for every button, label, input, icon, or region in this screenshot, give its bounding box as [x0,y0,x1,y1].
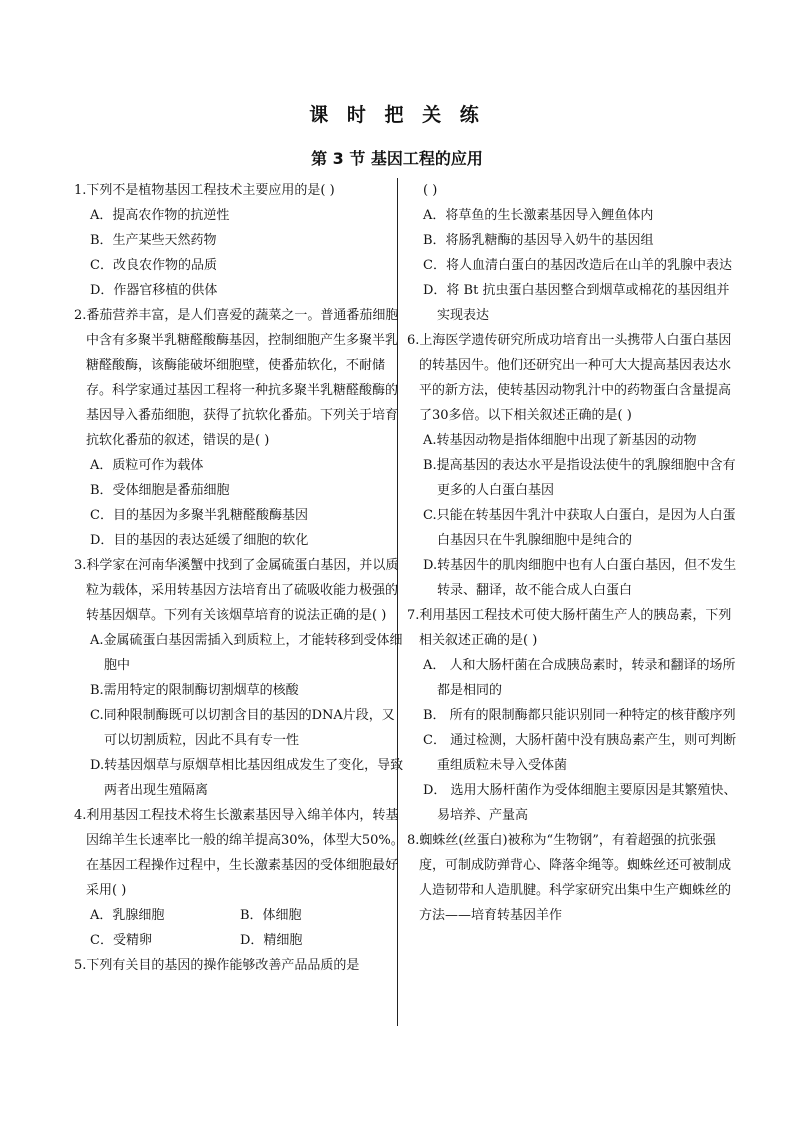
question-2-option-a: A．质粒可作为载体 [90,458,204,473]
question-6-option-b: B.提高基因的表达水平是指设法使牛的乳腺细胞中含有更多的人白蛋白基因 [423,458,736,498]
question-6-stem: 6.上海医学遗传研究所成功培育出一头携带人白蛋白基因的转基因牛。他们还研究出一种可大大提高基因表达水平的新方法，使转基因动物乳汁中的药物蛋白含量提高了30多倍。以下相关叙述正确的是( ) [407,333,732,423]
question-5-option-b: B．将肠乳糖酶的基因导入奶牛的基因组 [423,233,654,248]
question-3-option-d: D.转基因烟草与原烟草相比基因组成发生了变化，导致两者出现生殖隔离 [90,758,404,798]
right-column [407,178,737,928]
question-4-options-row-1 [74,903,404,928]
question-1-stem: 1.下列不是植物基因工程技术主要应用的是( ) [74,183,335,198]
question-3-option-a: A.金属硫蛋白基因需插入到质粒上，才能转移到受体细胞中 [90,633,403,673]
question-4-options-row-2 [74,928,404,953]
question-4-stem: 4.利用基因工程技术将生长激素基因导入绵羊体内，转基因绵羊生长速率比一般的绵羊提高30%，体型大50%。在基因工程操作过程中，生长激素基因的受体细胞最好采用( ) [74,808,404,898]
question-6-option-d: D.转基因牛的肌肉细胞中也有人白蛋白基因，但不发生转录、翻译，故不能合成人白蛋白 [423,558,737,598]
question-6-option-c: C.只能在转基因牛乳汁中获取人白蛋白，是因为人白蛋白基因只在牛乳腺细胞中是纯合的 [423,508,736,548]
question-7-option-a: A． 人和大肠杆菌在合成胰岛素时，转录和翻译的场所都是相同的 [423,658,736,698]
question-7-option-d: D． 选用大肠杆菌作为受体细胞主要原因是其繁殖快、易培养、产量高 [423,783,737,823]
question-1-option-c: C．改良农作物的品质 [90,258,217,273]
question-2-option-c: C．目的基因为多聚半乳糖醛酸酶基因 [90,508,308,523]
question-4-option-c: C．受精卵 [90,933,152,948]
question-5-option-d: D．将 Bt 抗虫蛋白基因整合到烟草或棉花的基因组并实现表达 [423,283,730,323]
question-2-stem: 2.番茄营养丰富，是人们喜爱的蔬菜之一。普通番茄细胞中含有多聚半乳糖醛酸酶基因，控制细胞产生多聚半乳糖醛酸酶，该酶能破坏细胞壁，使番茄软化，不耐储存。科学家通过基因工程将一种抗多聚半乳糖醛酸酶的基因导入番茄细胞，获得了抗软化番茄。下列关于培育抗软化番茄的叙述，错误的是( ) [74,308,399,448]
question-2-option-b: B．受体细胞是番茄细胞 [90,483,230,498]
question-1-option-d: D．作器官移植的供体 [90,283,218,298]
question-3-stem: 3.科学家在河南华溪蟹中找到了金属硫蛋白基因，并以质粒为载体，采用转基因方法培育出了硫吸收能力极强的转基因烟草。下列有关该烟草培育的说法正确的是( ) [74,558,399,623]
question-4-option-b: B．体细胞 [240,908,302,923]
question-5-option-a: A．将草鱼的生长激素基因导入鲤鱼体内 [423,208,654,223]
section-title: 第 3 节 基因工程的应用 [311,149,483,168]
question-7-option-c: C． 通过检测，大肠杆菌中没有胰岛素产生，则可判断重组质粒未导入受体菌 [423,733,737,773]
left-column [74,178,404,978]
question-4-option-a: A．乳腺细胞 [90,908,165,923]
question-4-option-d: D．精细胞 [240,933,303,948]
question-8-stem: 8.蜘蛛丝(丝蛋白)被称为“生物钢”，有着超强的抗张强度，可制成防弹背心、降落伞绳等。蜘蛛丝还可被制成人造韧带和人造肌腱。科学家研究出集中生产蜘蛛丝的方法——培育转基因羊作 [407,833,732,923]
question-7-stem: 7.利用基因工程技术可使大肠杆菌生产人的胰岛素，下列相关叙述正确的是( ) [407,608,732,648]
question-3-option-b: B.需用特定的限制酶切割烟草的核酸 [90,683,299,698]
question-2-option-d: D．目的基因的表达延缓了细胞的软化 [90,533,309,548]
question-1-option-b: B．生产某些天然药物 [90,233,217,248]
question-5-blank: ( ) [423,183,438,198]
question-5-option-c: C．将人血清白蛋白的基因改造后在山羊的乳腺中表达 [423,258,732,273]
question-6-option-a: A.转基因动物是指体细胞中出现了新基因的动物 [423,433,697,448]
question-1-option-a: A．提高农作物的抗逆性 [90,208,230,223]
question-7-option-b: B． 所有的限制酶都只能识别同一种特定的核苷酸序列 [423,708,736,723]
question-3-option-c: C.同种限制酶既可以切割含目的基因的DNA片段，又可以切割质粒，因此不具有专一性 [90,708,395,748]
question-5-stem: 5.下列有关目的基因的操作能够改善产品品质的是 [74,958,360,973]
page-title: 课 时 把 关 练 [309,104,485,126]
